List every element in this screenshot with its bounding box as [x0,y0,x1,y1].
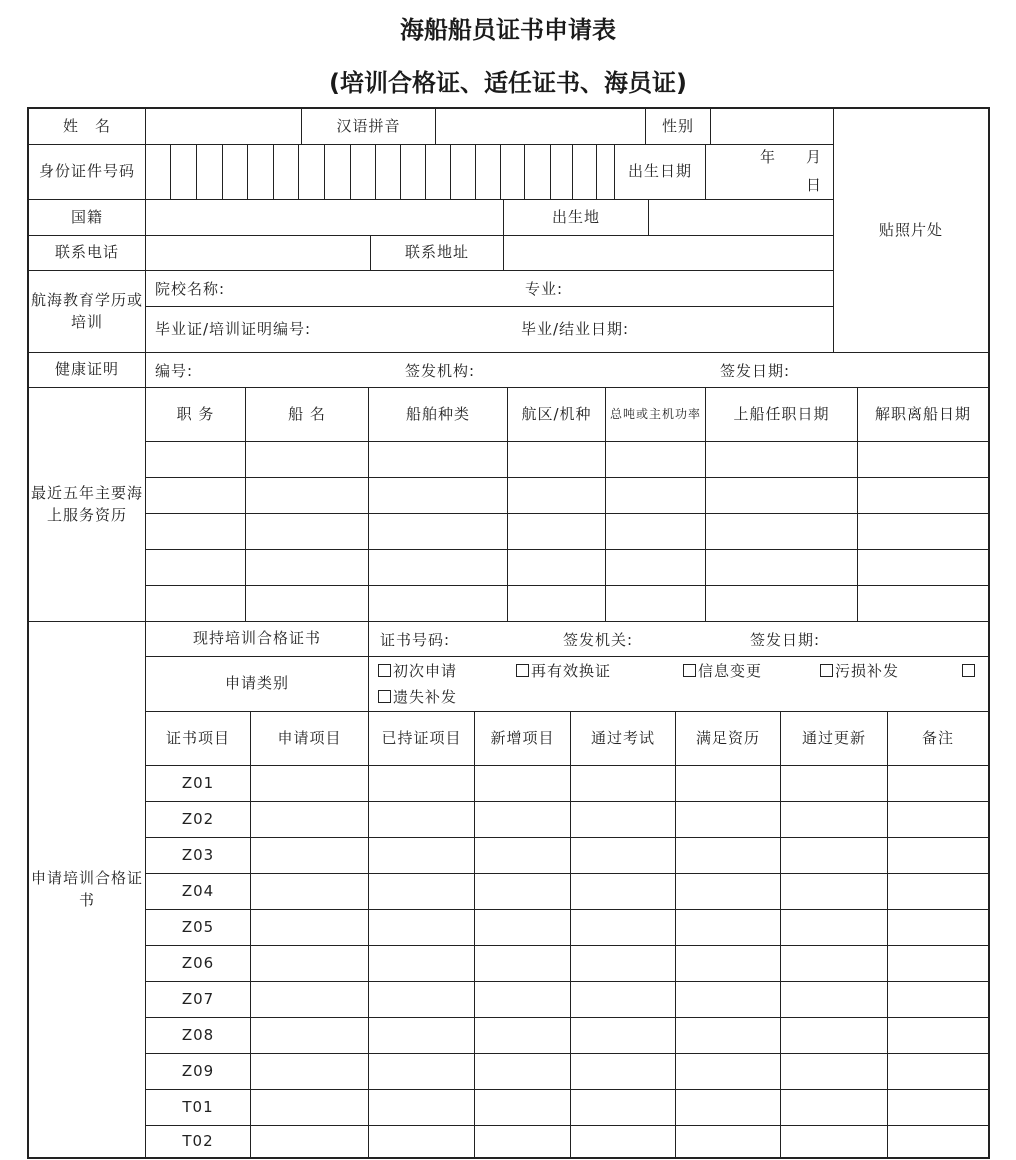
training-cell[interactable] [368,1053,475,1090]
option-3[interactable] [820,660,899,681]
checkbox[interactable] [683,664,696,677]
name-label: 姓 名 [28,108,146,145]
option-2[interactable] [683,660,762,681]
training-cell[interactable] [887,1017,989,1054]
id-digit-box[interactable] [324,144,351,200]
cert-item-code: Z04 [145,873,251,910]
cert-item-code: T02 [145,1125,251,1158]
training-cell[interactable] [780,1017,888,1054]
training-cell[interactable] [368,981,475,1018]
id-digit-box[interactable] [475,144,501,200]
training-cell[interactable] [474,873,571,910]
address-field[interactable] [503,235,834,271]
photo-area: 贴照片处 [833,108,989,353]
training-header-6: 通过更新 [780,711,888,766]
training-header-7: 备注 [887,711,989,766]
service-cell[interactable] [857,441,989,478]
checkbox[interactable] [378,664,391,677]
id-digit-box[interactable] [450,144,476,200]
training-header-0: 证书项目 [145,711,251,766]
id-digit-box[interactable] [572,144,597,200]
service-header-3: 航区/机种 [507,387,606,442]
id-digit-box[interactable] [222,144,248,200]
cert-item-code: Z05 [145,909,251,946]
id-digit-box[interactable] [550,144,573,200]
service-cell[interactable] [605,585,706,622]
service-cell[interactable] [368,441,508,478]
service-cell[interactable] [145,585,246,622]
training-header-1: 申请项目 [250,711,369,766]
training-cell[interactable] [474,909,571,946]
id-digit-box[interactable] [400,144,426,200]
training-cell[interactable] [570,1053,676,1090]
training-cell[interactable] [474,801,571,838]
training-header-4: 通过考试 [570,711,676,766]
phone-label: 联系电话 [28,235,146,271]
year-label: 年 [760,148,777,166]
service-cell[interactable] [368,477,508,514]
id-digit-box[interactable] [273,144,299,200]
id-digit-box[interactable] [500,144,525,200]
birth-date-label: 出生日期 [614,144,706,200]
service-cell[interactable] [857,513,989,550]
id-number-label: 身份证件号码 [28,144,146,200]
training-cell[interactable] [570,765,676,802]
health-issuer-label: 签发机构: [405,362,476,380]
checkbox[interactable] [820,664,833,677]
service-cell[interactable] [507,477,606,514]
training-cell[interactable] [780,1125,888,1158]
training-cell[interactable] [675,873,781,910]
service-cell[interactable] [705,549,858,586]
service-cell[interactable] [145,441,246,478]
id-digit-box[interactable] [375,144,401,200]
issuing-authority-label: 签发机关: [563,631,634,649]
option-label: 再有效换证 [531,662,612,680]
training-cell[interactable] [887,945,989,982]
service-cell[interactable] [605,477,706,514]
id-digit-box[interactable] [145,144,171,200]
training-cell[interactable] [887,1053,989,1090]
training-cell[interactable] [250,765,369,802]
option-1[interactable] [516,660,611,681]
nationality-field[interactable] [145,199,504,236]
service-cell[interactable] [605,441,706,478]
service-cell[interactable] [705,513,858,550]
service-cell[interactable] [368,513,508,550]
training-cell[interactable] [368,801,475,838]
service-cell[interactable] [705,441,858,478]
current-cert-label: 现持培训合格证书 [145,621,369,657]
training-cell[interactable] [570,1017,676,1054]
service-cell[interactable] [368,549,508,586]
training-cell[interactable] [780,1053,888,1090]
training-header-5: 满足资历 [675,711,781,766]
training-cell[interactable] [780,981,888,1018]
cert-item-code: Z06 [145,945,251,982]
service-cell[interactable] [145,513,246,550]
id-digit-box[interactable] [596,144,615,200]
gender-label: 性别 [645,108,711,145]
training-cell[interactable] [570,801,676,838]
training-cell[interactable] [250,837,369,874]
service-cell[interactable] [245,549,369,586]
service-cell[interactable] [145,477,246,514]
service-cell[interactable] [857,585,989,622]
id-digit-box[interactable] [170,144,197,200]
training-cell[interactable] [780,801,888,838]
major-label: 专业: [525,280,564,298]
service-cell[interactable] [605,513,706,550]
service-cell[interactable] [368,585,508,622]
service-record-label: 最近五年主要海上服务资历 [28,387,146,622]
training-cell[interactable] [780,837,888,874]
health-cert-row[interactable] [145,352,989,388]
service-header-1: 船 名 [245,387,369,442]
id-digit-box[interactable] [350,144,376,200]
training-cell[interactable] [250,1017,369,1054]
option-label: 污损补发 [835,662,900,680]
training-cell[interactable] [250,1089,369,1126]
training-cell[interactable] [368,1125,475,1158]
address-label: 联系地址 [370,235,504,271]
id-digit-box[interactable] [247,144,274,200]
option-0[interactable] [378,660,457,681]
training-cell[interactable] [570,1089,676,1126]
training-cell[interactable] [474,1017,571,1054]
phone-field[interactable] [145,235,371,271]
training-cell[interactable] [250,1125,369,1158]
health-cert-label: 健康证明 [28,352,146,388]
service-cell[interactable] [857,477,989,514]
training-cell[interactable] [675,801,781,838]
service-header-0: 职 务 [145,387,246,442]
training-cell[interactable] [675,945,781,982]
cert-item-code: Z09 [145,1053,251,1090]
training-cell[interactable] [474,1125,571,1158]
training-cell[interactable] [675,1053,781,1090]
training-header-3: 新增项目 [474,711,571,766]
health-number-label: 编号: [155,362,194,380]
school-name-label: 院校名称: [155,280,226,298]
cert-item-code: Z02 [145,801,251,838]
pinyin-field[interactable] [435,108,646,145]
form-subtitle: (培训合格证、适任证书、海员证) [329,69,687,97]
birthplace-label: 出生地 [503,199,649,236]
service-cell[interactable] [705,585,858,622]
training-cell[interactable] [887,801,989,838]
id-digit-box[interactable] [298,144,325,200]
training-cell[interactable] [887,909,989,946]
training-cell[interactable] [570,945,676,982]
training-cell[interactable] [780,1089,888,1126]
education-label: 航海教育学历或培训 [28,270,146,353]
cert-item-code: Z08 [145,1017,251,1054]
day-label: 日 [806,176,823,194]
health-issue-date-label: 签发日期: [720,362,791,380]
option-label: 初次申请 [393,662,458,680]
service-cell[interactable] [245,441,369,478]
service-cell[interactable] [605,549,706,586]
training-cell[interactable] [250,1053,369,1090]
checkbox[interactable] [962,664,975,677]
training-cell[interactable] [887,837,989,874]
checkbox[interactable] [378,690,391,703]
id-digit-box[interactable] [196,144,223,200]
training-cell[interactable] [250,873,369,910]
training-cell[interactable] [675,1017,781,1054]
training-cell[interactable] [368,1017,475,1054]
cert-issue-date-label: 签发日期: [750,631,821,649]
training-cell[interactable] [474,765,571,802]
training-cell[interactable] [368,1089,475,1126]
month-label: 月 [806,148,823,166]
training-cell[interactable] [250,945,369,982]
birthplace-field[interactable] [648,199,834,236]
cert-item-code: T01 [145,1089,251,1126]
id-digit-box[interactable] [425,144,451,200]
training-cell[interactable] [474,945,571,982]
school-row[interactable] [145,270,834,307]
gender-field[interactable] [710,108,834,145]
service-cell[interactable] [245,585,369,622]
training-cell[interactable] [368,873,475,910]
training-cert-label: 申请培训合格证书 [28,621,146,1158]
service-cell[interactable] [507,549,606,586]
training-cell[interactable] [887,765,989,802]
service-cell[interactable] [857,549,989,586]
service-cell[interactable] [245,477,369,514]
form-title: 海船船员证书申请表 [400,16,616,44]
service-header-5: 上船任职日期 [705,387,858,442]
training-cell[interactable] [887,1125,989,1158]
training-cell[interactable] [368,909,475,946]
training-cell[interactable] [675,909,781,946]
training-cell[interactable] [780,945,888,982]
training-cell[interactable] [250,801,369,838]
training-cell[interactable] [570,981,676,1018]
nationality-label: 国籍 [28,199,146,236]
service-cell[interactable] [145,549,246,586]
training-cell[interactable] [780,765,888,802]
training-cell[interactable] [368,945,475,982]
training-cell[interactable] [570,873,676,910]
training-cell[interactable] [368,837,475,874]
service-cell[interactable] [507,585,606,622]
cert-number-label: 证书号码: [380,631,451,649]
current-cert-row[interactable] [368,621,989,657]
training-cell[interactable] [570,909,676,946]
option-label: 遗失补发 [393,688,458,706]
service-header-2: 船舶种类 [368,387,508,442]
id-digit-box[interactable] [524,144,551,200]
cert-item-code: Z03 [145,837,251,874]
application-category-label: 申请类别 [145,656,369,712]
service-cell[interactable] [507,441,606,478]
service-cell[interactable] [245,513,369,550]
service-header-6: 解职离船日期 [857,387,989,442]
service-cell[interactable] [507,513,606,550]
option-4[interactable] [378,686,457,707]
service-cell[interactable] [705,477,858,514]
training-cell[interactable] [675,981,781,1018]
training-cell[interactable] [250,909,369,946]
training-cell[interactable] [887,1089,989,1126]
training-cell[interactable] [675,837,781,874]
training-cell[interactable] [675,1125,781,1158]
cert-item-code: Z07 [145,981,251,1018]
training-cell[interactable] [780,909,888,946]
training-cell[interactable] [887,873,989,910]
checkbox[interactable] [516,664,529,677]
training-cell[interactable] [368,765,475,802]
cert-item-code: Z01 [145,765,251,802]
training-cell[interactable] [250,981,369,1018]
pinyin-label: 汉语拼音 [301,108,436,145]
training-cell[interactable] [474,1089,571,1126]
graduation-date-label: 毕业/结业日期: [521,320,630,338]
training-cell[interactable] [570,1125,676,1158]
training-cell[interactable] [570,837,676,874]
training-cell[interactable] [675,1089,781,1126]
certificate-number-label: 毕业证/培训证明编号: [155,320,312,338]
training-cell[interactable] [675,765,781,802]
name-field[interactable] [145,108,302,145]
service-header-4: 总吨或主机功率 [605,387,706,442]
training-cell[interactable] [780,873,888,910]
training-cell[interactable] [887,981,989,1018]
training-cell[interactable] [474,837,571,874]
training-cell[interactable] [474,1053,571,1090]
training-cell[interactable] [474,981,571,1018]
option-label: 信息变更 [698,662,763,680]
training-header-2: 已持证项目 [368,711,475,766]
